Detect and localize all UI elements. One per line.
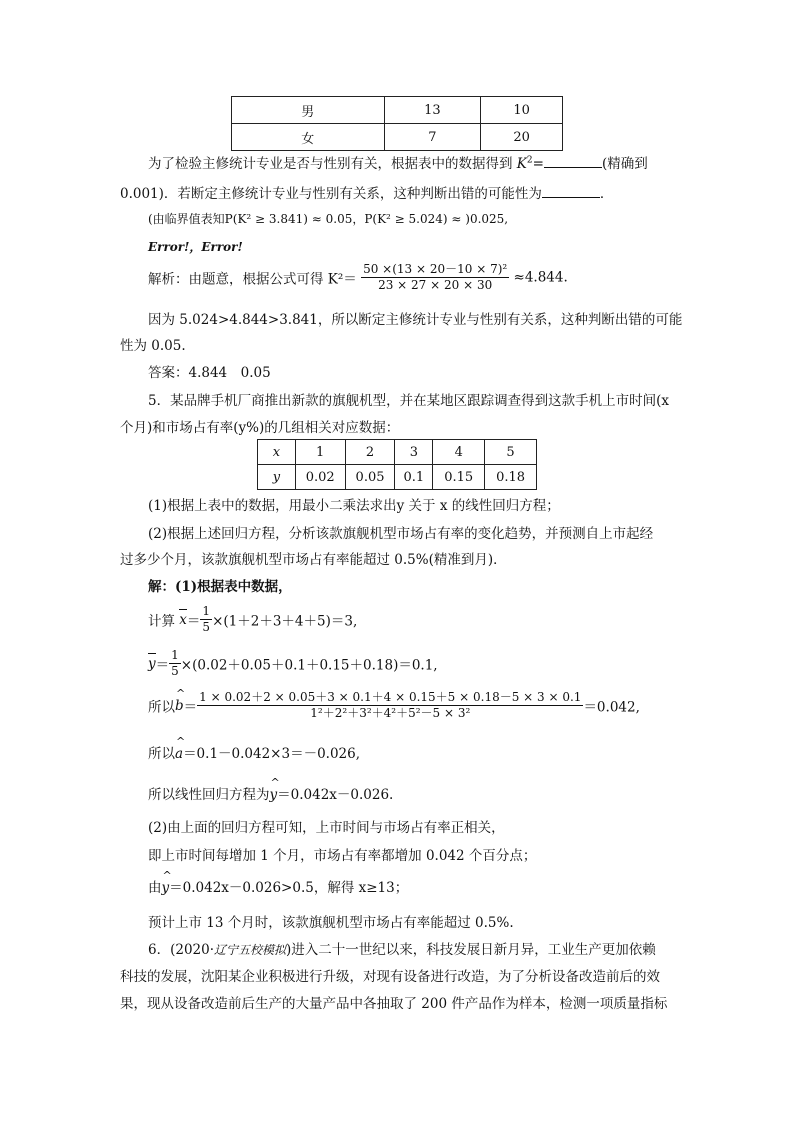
q4-text: 0.001)．若断定主修统计专业与性别有关系，这种判断出错的可能性为: [120, 186, 542, 202]
y-hat: ^ y: [270, 787, 278, 803]
equals: ＝: [155, 657, 170, 674]
source-tag: 辽宁五校模拟: [214, 943, 287, 957]
xbar-calc: [148, 604, 357, 635]
q5-part-1: (1)根据上表中的数据，用最小二乘法求出y 关于 x 的线性回归方程；: [148, 498, 560, 514]
fraction-denominator: 1²＋2²＋3²＋4²＋5²－5 × 3²: [310, 706, 471, 720]
q5-conclusion: 预计上市 13 个月时，该款旗舰机型市场占有率能超过 0.5%.: [148, 915, 514, 931]
q5-intro-2: 个月)和市场占有率(y%)的几组相关对应数据：: [120, 420, 400, 436]
because-line-1: 因为 5.024>4.844>3.841，所以断定主修统计专业与性别有关系，这种判断出错的可能: [148, 312, 683, 328]
q4-text: 为了检验主修统计专业是否与性别有关，根据表中的数据得到: [148, 156, 513, 172]
q4-text: (精确到: [601, 156, 648, 172]
table-cell: 0.15: [433, 465, 485, 490]
table-row: [258, 440, 537, 465]
so-prefix: 所以: [148, 746, 175, 762]
one-fifth-fraction: [200, 604, 212, 635]
b-hat-result: ＝0.042,: [583, 699, 640, 716]
table-cell: 5: [485, 440, 537, 465]
table-cell: 0.05: [345, 465, 395, 490]
calc-prefix: 计算: [148, 613, 175, 630]
calc-tail: ×(1＋2＋3＋4＋5)＝3,: [212, 613, 358, 630]
q5-part2-solution-2: 即上市时间每增加 1 个月，市场占有率都增加 0.042 个百分点；: [148, 848, 537, 864]
answer-blank[interactable]: [542, 197, 600, 198]
b-hat-fraction: [197, 690, 583, 721]
b-hat: ^ b: [175, 698, 184, 714]
fraction-numerator: 1: [171, 648, 179, 662]
table-cell: 20: [481, 124, 563, 151]
answer-blank[interactable]: [544, 167, 602, 168]
b-hat-calc: [148, 690, 640, 721]
y-header: y: [258, 465, 296, 490]
table-cell: 女: [232, 124, 385, 151]
inequality: ＝0.042x－0.026>0.5，解得 x≥13；: [169, 880, 409, 896]
fraction-denominator: 23 × 27 × 20 × 30: [378, 278, 493, 292]
fraction-denominator: 5: [171, 664, 179, 678]
table-row: [232, 124, 563, 151]
equals: ＝: [186, 613, 201, 630]
q5-intro-1: 5．某品牌手机厂商推出新款的旗舰机型，并在某地区跟踪调查得到这款手机上市时间(x: [148, 393, 669, 409]
table-row: [258, 465, 537, 490]
regression-equation: [148, 783, 393, 803]
q5-solution-start: 解：(1)根据表中数据，: [148, 579, 292, 595]
q5-part2-solution-1: (2)由上面的回归方程可知，上市时间与市场占有率正相关，: [148, 820, 505, 836]
table-cell: 7: [384, 124, 481, 151]
table-cell: 1: [295, 440, 345, 465]
fraction-denominator: 5: [202, 620, 211, 634]
table-cell: 0.02: [295, 465, 345, 490]
one-fifth-fraction: [169, 648, 181, 679]
period: ．: [599, 186, 614, 202]
table-cell: 2: [345, 440, 395, 465]
a-hat-result: ＝0.1－0.042×3＝－0.026,: [183, 746, 361, 762]
q6-line-2: 科技的发展，沈阳某企业积极进行升级，对现有设备进行改造，为了分析设备改造前后的效: [120, 969, 660, 985]
q4-line-2: [120, 182, 613, 202]
by-prefix: 由: [148, 880, 162, 896]
solution-prefix: 解析：由题意，根据公式可得 K²＝: [148, 271, 357, 288]
y-hat: ^ y: [162, 880, 170, 896]
q6-number: 6．(2020·: [148, 942, 215, 958]
table-cell: 4: [433, 440, 485, 465]
fraction-numerator: 1: [202, 604, 211, 618]
table-cell: 男: [232, 97, 385, 124]
k2-symbol: K: [516, 156, 527, 172]
table-cell: 0.18: [485, 465, 537, 490]
table-cell: 3: [395, 440, 433, 465]
a-hat: ^ a: [175, 746, 183, 762]
table-cell: 0.1: [395, 465, 433, 490]
x-bar: x: [179, 611, 187, 628]
table-cell: 13: [384, 97, 481, 124]
regression-table: [257, 439, 537, 490]
k2-fraction: [361, 262, 509, 293]
error-text: Error!，Error!: [148, 240, 243, 254]
fraction-numerator: 1 × 0.02＋2 × 0.05＋3 × 0.1＋4 × 0.15＋5 × 0.18－5 × 3 × 0.1: [199, 690, 582, 704]
q5-part-2-line-2: 过多少个月，该款旗舰机型市场占有率能超过 0.5%(精准到月)．: [120, 552, 507, 568]
because-line-2: 性为 0.05.: [120, 338, 186, 354]
equals: ＝: [183, 699, 198, 716]
critical-values: (由临界值表知P(K² ≥ 3.841) ≈ 0.05，P(K² ≥ 5.024) ≈ )0.025,: [148, 212, 509, 226]
table-row: [232, 97, 563, 124]
reg-prefix: 所以线性回归方程为: [148, 787, 270, 803]
q6-line-3: 果，现从设备改造前后生产的大量产品中各抽取了 200 件产品作为样本，检测一项质量指标: [120, 996, 668, 1012]
q5-part-2-line-1: (2)根据上述回归方程，分析该款旗舰机型市场占有率的变化趋势，并预测自上市起经: [148, 526, 654, 542]
q6-line-1: [148, 938, 656, 958]
so-prefix: 所以: [148, 699, 175, 716]
calc-tail: ×(0.02＋0.05＋0.1＋0.15＋0.18)＝0.1,: [180, 657, 438, 674]
y-bar: y: [148, 655, 156, 672]
reg-equation: ＝0.042x－0.026.: [277, 787, 394, 803]
a-hat-calc: [148, 742, 360, 762]
q4-answer: 答案：4.844 0.05: [148, 365, 271, 381]
solution-suffix: ≈4.844.: [513, 269, 568, 286]
gender-table: [231, 96, 563, 151]
x-header: x: [258, 440, 296, 465]
fraction-numerator: 50 ×(13 × 20－10 × 7)²: [363, 262, 508, 276]
ybar-calc: [148, 648, 438, 679]
q4-solution: [148, 262, 568, 293]
q5-part2-solution-3: [148, 876, 408, 896]
equals: =: [532, 156, 544, 172]
q6-text: )进入二十一世纪以来，科技发展日新月异，工业生产更加依赖: [286, 942, 656, 958]
table-cell: 10: [481, 97, 563, 124]
q4-line-1: 为了检验主修统计专业是否与性别有关，根据表中的数据得到 $K^2=$ (精确到: [148, 155, 648, 172]
